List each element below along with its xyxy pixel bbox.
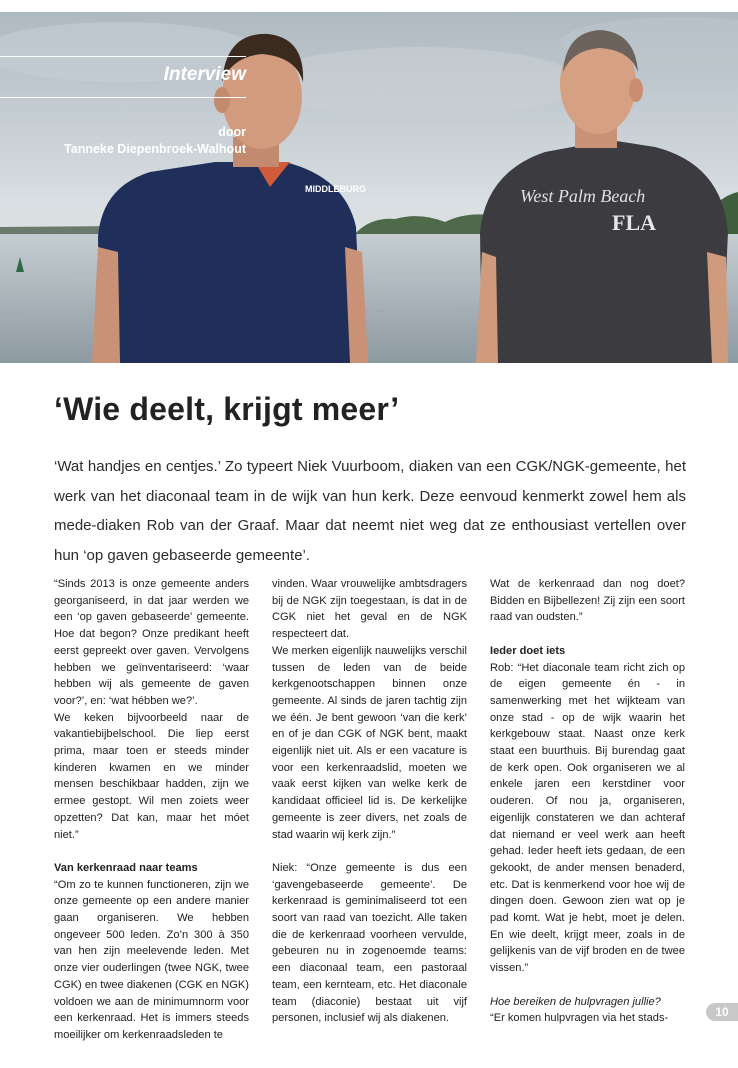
paragraph: Niek: “Onze gemeente is dus een ‘gavengebaseerde gemeente’. De kerkenraad is geminimaliseerd tot een soort van raad van toezicht. Alle taken die de kerkenraad voorheen vervulde, gebeuren nu in zogenoemde teams: een diaconaal team, een pastoraal team, een kernteam, etc. Het diaconale team (diaconie) bestaat uit vijf personen, inclusief wij als diakenen. [272, 861, 467, 1025]
byline [0, 124, 246, 158]
paragraph: Wat de kerkenraad dan nog doet? Bidden en Bijbellezen! Zij zijn een soort raad van oudsten.” [490, 578, 685, 624]
interview-rule-bottom [0, 97, 246, 98]
column-1 [54, 576, 249, 1044]
page-number: 10 [706, 1003, 738, 1021]
paragraph: Rob: “Het diaconale team richt zich op de eigen gemeente én - in samenwerking met het wijkteam van onze stad - op de wijk waarin het kerkgebouw staat. Naast onze kerk staat een buurthuis. Bij burendag gaat de kerk open. Ook organiseren we al enkele jaren een kerstdiner voor ouderen. Of nou ja, organiseren, eigenlijk constateren we dan achteraf dat niemand er veel werk aan heeft gehad. Ieder heeft iets gedaan, de een gekookt, de ander mensen benaderd, etc. Dat is kenmerkend voor hoe wij de dingen doen. Gewoon zien wat op je pad komt. Wat je hebt, moet je delen. En wie deelt, krijgt meer, zoals in de gelijkenis van de vijf broden en de twee vissen.” [490, 661, 685, 975]
paragraph: We keken bijvoorbeeld naar de vakantiebijbelschool. Die liep eerst prima, maar toen er steeds minder kinderen kwamen en we minder mensen beschikbaar hadden, zijn we ermee gestopt. Wil men zoiets weer opzetten? Dat kan, maar het móet niet.” [54, 711, 249, 841]
question: Hoe bereiken de hulpvragen jullie? [490, 995, 661, 1008]
left-shirt-logo: MIDDLEBURG [305, 184, 366, 194]
right-shirt-script: West Palm Beach [520, 186, 646, 206]
column-3 [490, 576, 685, 1027]
subheading: Ieder doet iets [490, 644, 566, 657]
paragraph: “Om zo te kunnen functioneren, zijn we onze gemeente op een andere manier gaan organiseren. We hebben ongeveer 500 leden. Zo’n 300 à 350 van hen zijn meelevende leden. Met onze vier ouderlingen (twee NGK, twee CGK) en twee diakenen (CGK en NGK) voldoen we aan de minimumnorm voor een kerkenraad. Het is immers steeds moeilijker om kerkenraadsleden te [54, 878, 249, 1041]
subheading: Van kerkenraad naar teams [54, 861, 198, 874]
paragraph: “Er komen hulpvragen via het stads- [490, 1012, 669, 1025]
paragraph: vinden. Waar vrouwelijke ambtsdragers bij de NGK zijn toegestaan, is dat in de CGK niet het geval en de NGK respecteert dat. [272, 578, 467, 641]
section-label: Interview [163, 64, 246, 85]
byline-author: Tanneke Diepenbroek-Walhout [64, 142, 246, 156]
paragraph: We merken eigenlijk nauwelijks verschil tussen de leden van de beide kerkgenootschappen binnen onze gemeente. Al sinds de jaren tachtig zijn we één. Je bent gewoon ‘van die kerk’ en of je dan CGK of NGK bent, maakt eigenlijk niet uit. Als er een vacature is voor een kerkenraadslid, moeten we vaak eerst kijken van welke kerk de kandidaat officieel lid is. De kerkelijke gemeente is zeer divers, net zoals de stad waarin wij kerk zijn.” [272, 644, 467, 841]
byline-prefix: door [218, 125, 246, 139]
interview-rule-top [0, 56, 246, 57]
article-lead: ‘Wat handjes en centjes.’ Zo typeert Niek Vuurboom, diaken van een CGK/NGK-gemeente, het werk van het diaconaal team in de wijk van hun kerk. Deze eenvoud kenmerkt zowel hem als mede-diaken Rob van der Graaf. Maar dat neemt niet weg dat ze enthousiast vertellen over hun ‘op gaven gebaseerde gemeente’. [54, 458, 686, 564]
article-title: ‘Wie deelt, krijgt meer’ [54, 391, 400, 427]
paragraph: “Sinds 2013 is onze gemeente anders georganiseerd, in dat jaar werden we een ‘op gaven gebaseerde’ gemeente. Hoe dat begon? Onze predikant heeft eerst gepreekt over gaven. Vervolgens hebben we geïnventariseerd: ‘waar hebben wij als gemeente de gaven voor?’, en: ‘wat hébben we?’. [54, 578, 249, 707]
column-2 [272, 576, 467, 1027]
right-shirt-initials: FLA [612, 210, 656, 235]
